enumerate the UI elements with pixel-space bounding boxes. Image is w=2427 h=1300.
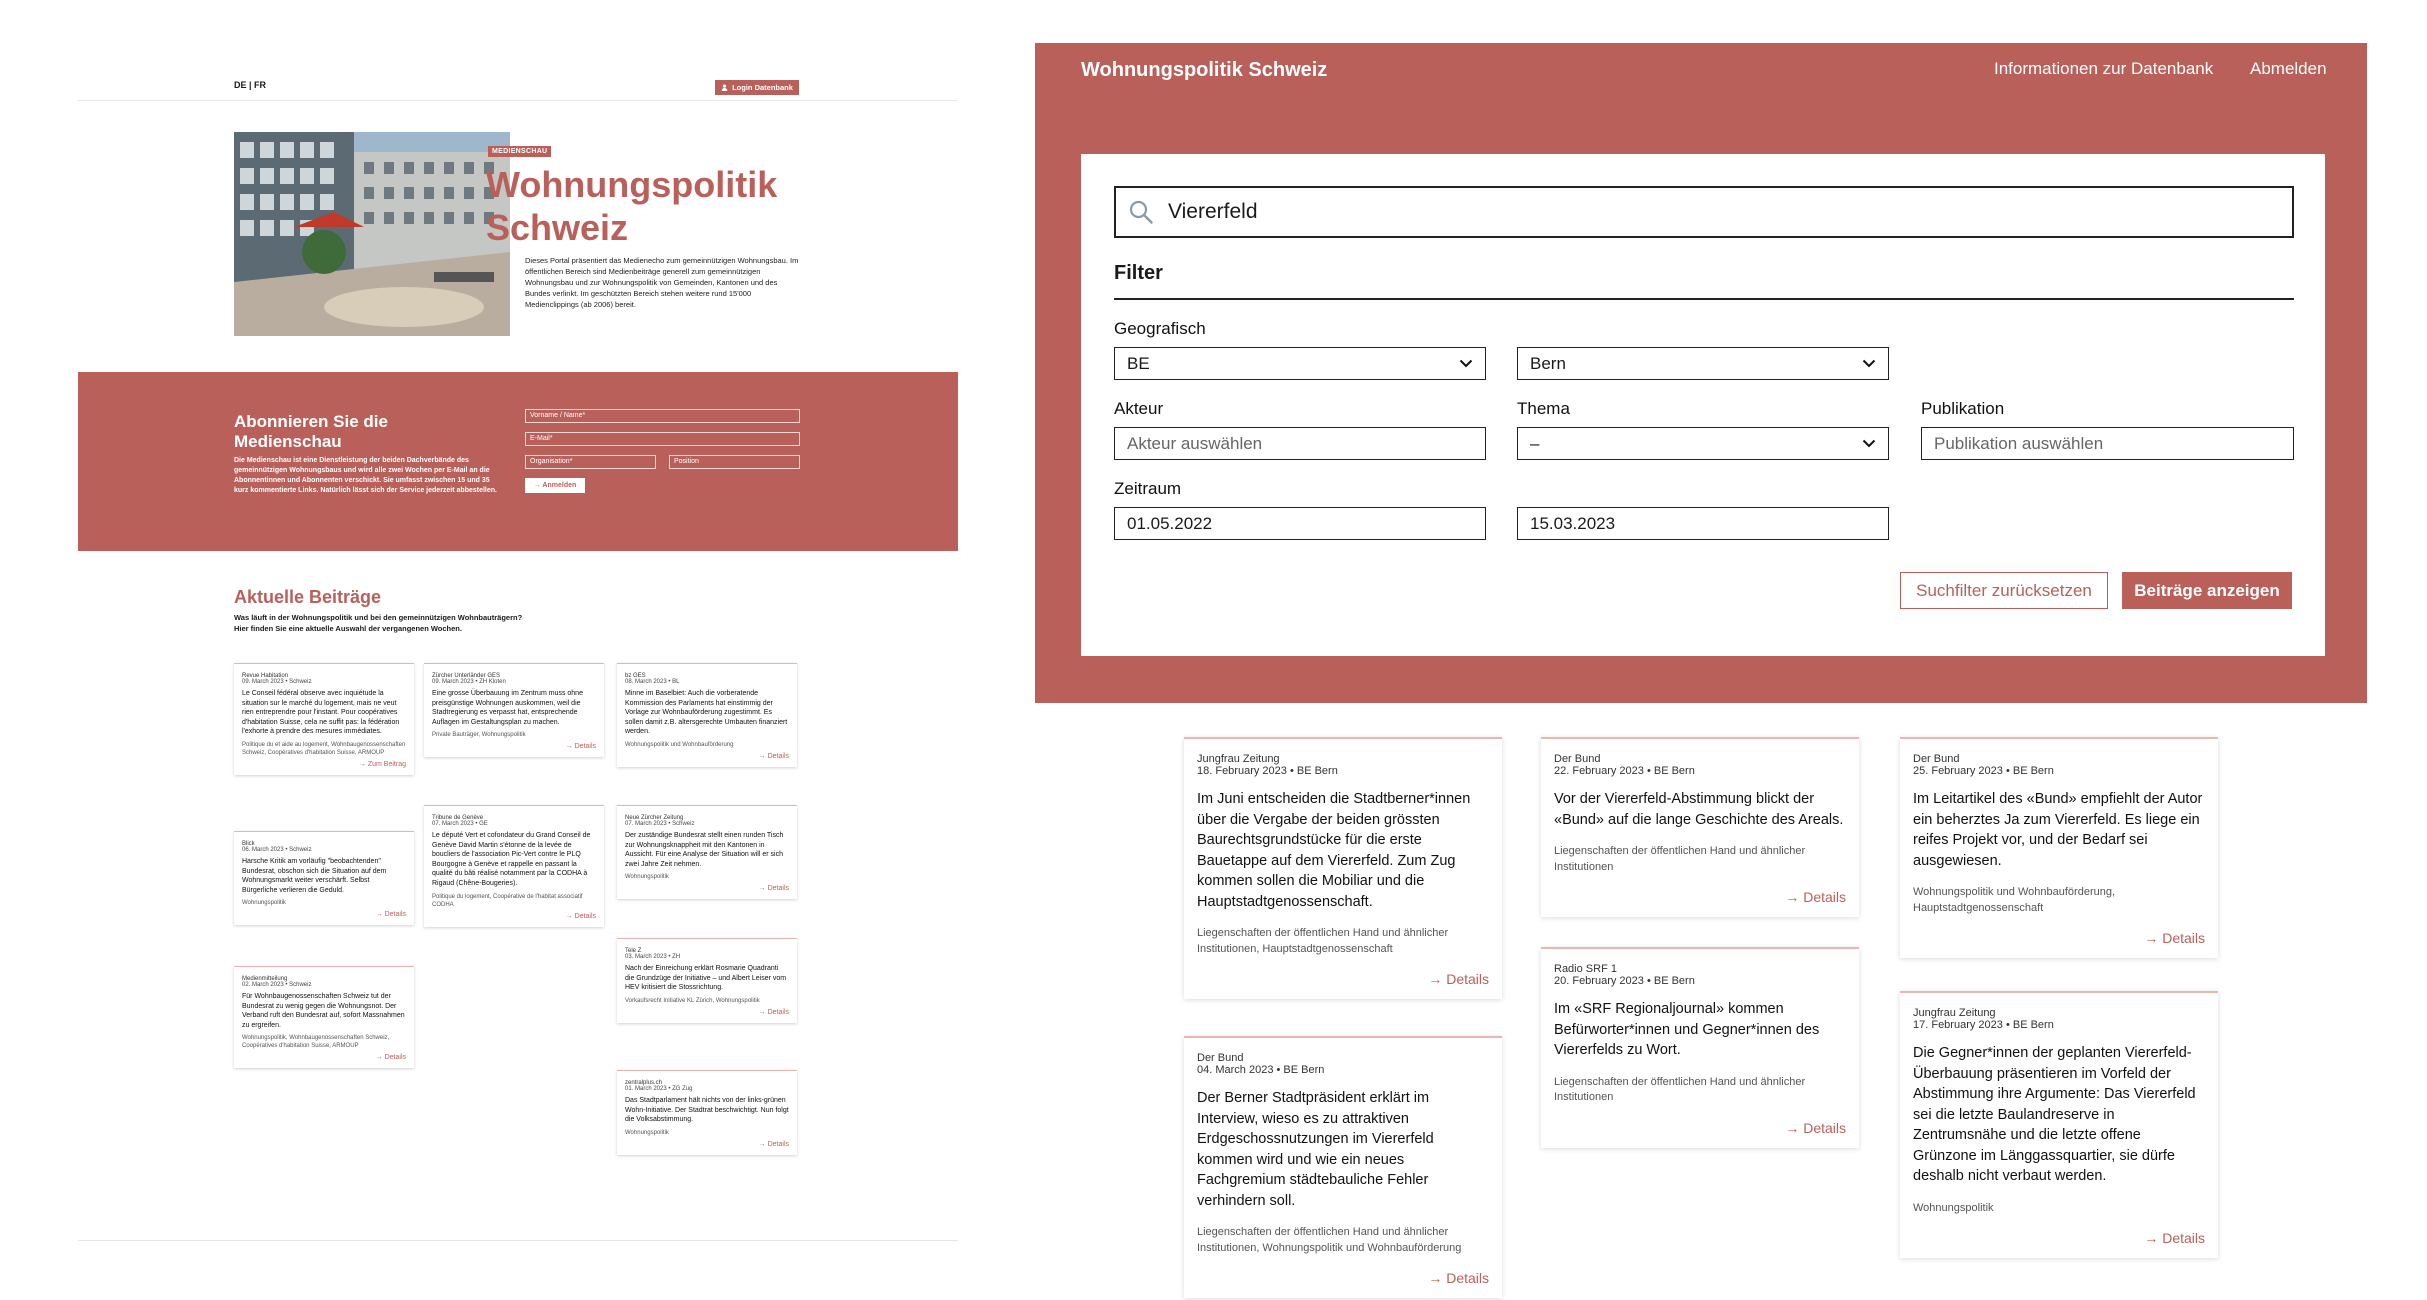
card-details-link[interactable]: → Details bbox=[1785, 1119, 1846, 1136]
card-tags: Liegenschaften der öffentlichen Hand und ähnlicher Institutionen, Wohnungspolitik und Wohnbauförderung bbox=[1197, 1226, 1462, 1254]
left-article-card bbox=[234, 966, 414, 1068]
left-article-card bbox=[617, 938, 797, 1023]
current-posts-subtitle: Was läuft in der Wohnungspolitik und bei den gemeinnützigen Wohnbauträgern? Hier finden Sie eine aktuelle Auswahl der vergangenen Wochen. bbox=[234, 613, 523, 633]
card-source: Der Bund bbox=[1913, 753, 1960, 765]
result-card bbox=[1184, 737, 1502, 999]
result-card bbox=[1900, 991, 2218, 1258]
card-details-link[interactable]: → Details bbox=[375, 911, 406, 919]
left-article-card bbox=[617, 663, 797, 767]
card-text: Im Leitartikel des «Bund» empfiehlt der Autor ein beherztes Ja zum Viererfeld. Es liege ein reifes Projekt vor, und der Bedarf sei ausgewiesen. bbox=[1913, 791, 2203, 869]
akteur-input[interactable]: Akteur auswählen bbox=[1114, 427, 1486, 460]
email-field[interactable]: E-Mail* bbox=[525, 432, 800, 446]
zeitraum-label: Zeitraum bbox=[1114, 479, 1182, 498]
card-text: Vor der Viererfeld-Abstimmung blickt der «Bund» auf die lange Geschichte des Areals. bbox=[1554, 791, 1844, 828]
left-article-card bbox=[424, 805, 604, 927]
card-meta: 20. February 2023 • BE Bern bbox=[1554, 975, 1695, 987]
card-tags: Politique du et aide au logement, Wohnbaugenossenschaften Schweiz, Coopératives d'habitation Suisse, ARMOUP bbox=[242, 741, 406, 756]
subscribe-title: Abonnieren Sie die Medienschau bbox=[234, 412, 388, 451]
card-text: Eine grosse Überbauung im Zentrum muss ohne preisgünstige Wohnungen auskommen, weil die Stadtregierung es verpasst hat, entsprechende Auflagen im Gestaltungsplan zu machen. bbox=[432, 690, 583, 726]
position-field[interactable]: Position bbox=[669, 455, 800, 469]
card-details-link[interactable]: → Zum Beitrag bbox=[358, 760, 406, 768]
card-source: Neue Zürcher Zeitung bbox=[625, 815, 684, 821]
left-article-card bbox=[617, 805, 797, 899]
card-text: Der Berner Stadtpräsident erklärt im Interview, wieso es zu attraktiven Erdgeschossnutzungen im Viererfeld kommen wird und wie ein neues Fachgremium städtebauliche Fehler verhindern soll. bbox=[1197, 1090, 1434, 1209]
hero-photo bbox=[234, 132, 510, 336]
search-value: Viererfeld bbox=[1168, 200, 1258, 223]
card-text: Der zuständige Bundesrat stellt einen runden Tisch zur Wohnungsknappheit mit den Kantonen in Aussicht. Für eine Analyse der Situation will er sich zwei Jahre Zeit nehmen. bbox=[625, 832, 784, 868]
hero-title: Wohnungspolitik Schweiz bbox=[486, 164, 778, 248]
search-icon bbox=[1128, 199, 1154, 225]
card-details-link[interactable]: → Details bbox=[758, 1140, 789, 1148]
chevron-down-icon bbox=[1862, 359, 1876, 368]
card-meta: 07. March 2023 • GE bbox=[432, 821, 488, 827]
nav-logout-link[interactable]: Abmelden bbox=[2250, 59, 2327, 78]
card-details-link[interactable]: → Details bbox=[1428, 971, 1489, 987]
card-details-link[interactable]: → Details bbox=[565, 912, 596, 920]
left-article-card bbox=[617, 1070, 797, 1155]
name-field[interactable]: Vorname / Name* bbox=[525, 409, 800, 423]
geo-label: Geografisch bbox=[1114, 319, 1206, 338]
card-tags: Liegenschaften der öffentlichen Hand und ähnlicher Institutionen bbox=[1554, 1075, 1806, 1103]
subscribe-button[interactable]: → Anmelden bbox=[525, 478, 585, 493]
filter-heading: Filter bbox=[1114, 262, 1163, 284]
medienschau-badge: MEDIENSCHAU bbox=[488, 146, 551, 157]
card-details-link[interactable]: → Details bbox=[758, 752, 789, 760]
card-text: Harsche Kritik am vorläufig "beobachtenden" Bundesrat, obschon sich die Situation auf dem Wohnungsmarkt weiter verschärft. Selbst Bürgerliche verlieren die Geduld. bbox=[242, 858, 387, 894]
canton-select[interactable] bbox=[1114, 347, 1486, 380]
card-source: Jungfrau Zeitung bbox=[1913, 1007, 1996, 1019]
chevron-down-icon bbox=[1862, 439, 1876, 448]
card-tags: Vorkaufsrecht Initiative KL Zürich, Wohnungspolitik bbox=[625, 997, 760, 1004]
card-meta: 22. February 2023 • BE Bern bbox=[1554, 765, 1695, 777]
card-text: Das Stadtparlament hält nichts von der links-grünen Wohn-Initiative. Der Stadtrat beschwichtigt. Nun folgt die Volksabstimmung. bbox=[625, 1097, 789, 1124]
card-tags: Wohnungspolitik und Wohnbauförderung bbox=[625, 741, 734, 748]
card-meta: 02. March 2023 • Schweiz bbox=[242, 982, 312, 988]
card-meta: 08. March 2023 • BL bbox=[625, 679, 680, 685]
hero-description: Dieses Portal präsentiert das Medienecho zum gemeinnützigen Wohnungsbau. Im öffentlichen Bereich sind Medienbeiträge generell zum gemeinnützigen Wohnungsbau und zur Wohnungspolitik von Gemeinden, Kantonen und des Bundes verlinkt. Im geschützten Bereich stehen weitere rund 15'000 Medienclippings (ab 2006) bereit. bbox=[525, 256, 799, 309]
card-meta: 06. March 2023 • Schweiz bbox=[242, 847, 312, 853]
card-source: Zürcher Unterländer GES bbox=[432, 673, 501, 679]
card-meta: 09. March 2023 • ZH Kloten bbox=[432, 679, 506, 685]
publikation-input[interactable]: Publikation auswählen bbox=[1921, 427, 2294, 460]
subscribe-section bbox=[78, 372, 958, 551]
card-meta: 01. March 2023 • ZG Zug bbox=[625, 1086, 693, 1092]
login-database-button[interactable] bbox=[715, 80, 799, 95]
card-details-link[interactable]: → Details bbox=[1785, 889, 1846, 905]
thema-label: Thema bbox=[1517, 399, 1570, 418]
card-details-link[interactable]: → Details bbox=[565, 743, 596, 751]
website-preview bbox=[0, 0, 1000, 1300]
login-label: Login Datenbank bbox=[732, 83, 793, 92]
card-source: Medienmitteilung bbox=[242, 976, 288, 982]
card-meta: 25. February 2023 • BE Bern bbox=[1913, 765, 2054, 777]
subscribe-text: Die Medienschau ist eine Dienstleistung der beiden Dachverbände des gemeinnützigen Wohnungsbaus und wird alle zwei Wochen per E-Mail an die Abonnentinnen und Abonnenten verschickt. Sie umfasst zwischen 15 und 35 kurz kommentierte Links. Natürlich lässt sich der Service jederzeit abbestellen. bbox=[234, 457, 497, 494]
card-source: Revue Habitation bbox=[242, 673, 289, 679]
card-text: Nach der Einreichung erklärt Rosmarie Quadranti die Grundzüge der Initiative – und Albert Leiser vom HEV kritisiert die Stossrichtung. bbox=[625, 965, 787, 992]
card-meta: 04. March 2023 • BE Bern bbox=[1197, 1064, 1325, 1076]
card-tags: Wohnungspolitik bbox=[625, 1129, 669, 1136]
card-text: Minne im Baselbiet: Auch die vorberatende Kommission des Parlaments hat einstimmig der Vorlage zur Wohnbauförderung zugestimmt. Es sollen damit z.B. altersgerechte Umbauten finanziert werden. bbox=[625, 690, 788, 736]
publikation-label: Publikation bbox=[1921, 399, 2005, 418]
card-text: Für Wohnbaugenossenschaften Schweiz tut der Bundesrat zu wenig gegen die Wohnungsnot. Der Verband ruft den Bundesrat auf, sofort Massnahmen zu ergreifen. bbox=[242, 993, 405, 1029]
app-title[interactable]: Wohnungspolitik Schweiz bbox=[1081, 59, 1328, 81]
card-meta: 18. February 2023 • BE Bern bbox=[1197, 765, 1338, 777]
card-tags: Wohnungspolitik bbox=[1913, 1201, 1994, 1214]
card-source: Der Bund bbox=[1554, 753, 1601, 765]
card-tags: Liegenschaften der öffentlichen Hand und ähnlicher Institutionen bbox=[1554, 845, 1806, 873]
card-text: Le Conseil fédéral observe avec inquiétude la situation sur le marché du logement, mais ne veut rien entreprendre pour l'instant. Pour coopératives d'habitation Suisse, cela ne suffit pas: la fédération l'exhorte à prendre des mesures immédiates. bbox=[242, 690, 400, 736]
left-article-card bbox=[234, 831, 414, 925]
user-icon bbox=[721, 84, 728, 91]
card-details-link[interactable]: → Details bbox=[758, 885, 789, 893]
divider bbox=[78, 1240, 958, 1241]
card-source: Tribune de Genève bbox=[432, 815, 484, 821]
thema-value: – bbox=[1530, 433, 1540, 453]
result-card bbox=[1541, 737, 1859, 917]
date-to-input[interactable]: 15.03.2023 bbox=[1517, 507, 1889, 540]
result-card bbox=[1541, 947, 1859, 1148]
organisation-field[interactable]: Organisation* bbox=[525, 455, 656, 469]
card-text: Im Juni entscheiden die Stadtberner*innen über die Vergabe der beiden grössten Baurechtsgrundstücke für die erste Bauetappe auf dem Viererfeld. Zum Zug kommen sollen die Mobiliar und die Hauptstadtgenossenschaft. bbox=[1197, 791, 1471, 910]
card-text: Le député Vert et cofondateur du Grand Conseil de Genève David Martin s'étonne de la levée de boucliers de l'association Pic-Vert contre le PLQ Bourgogne à Genève et rappelle en passant la qualité du bâti réalisé notamment par la CODHA à Rigaud (Chêne-Bougeries). bbox=[432, 832, 591, 887]
nav-info-link[interactable]: Informationen zur Datenbank bbox=[1994, 59, 2214, 78]
result-card bbox=[1900, 737, 2218, 958]
card-tags: Liegenschaften der öffentlichen Hand und ähnlicher Institutionen, Hauptstadtgenossenschaft bbox=[1197, 927, 1449, 955]
card-text: Im «SRF Regionaljournal» kommen Befürworter*innen und Gegner*innen des Viererfelds zu Wort. bbox=[1554, 1001, 1820, 1058]
card-tags: Wohnungspolitik, Wohnbaugenossenschaften Schweiz, Coopératives d'habitation Suisse, ARMOUP bbox=[242, 1035, 390, 1050]
card-details-link[interactable]: → Details bbox=[758, 1008, 789, 1016]
divider bbox=[78, 100, 958, 101]
card-details-link[interactable]: → Details bbox=[2144, 930, 2205, 946]
city-select[interactable] bbox=[1517, 347, 1889, 380]
card-source: bz GES bbox=[625, 673, 646, 679]
canton-value: BE bbox=[1127, 353, 1150, 373]
card-meta: 17. February 2023 • BE Bern bbox=[1913, 1019, 2054, 1031]
show-posts-button[interactable]: Beiträge anzeigen bbox=[2122, 572, 2292, 609]
card-source: zentralplus.ch bbox=[625, 1080, 663, 1086]
card-source: Jungfrau Zeitung bbox=[1197, 753, 1280, 765]
chevron-down-icon bbox=[1459, 359, 1473, 368]
card-source: Radio SRF 1 bbox=[1554, 963, 1617, 975]
card-meta: 09. March 2023 • Schweiz bbox=[242, 679, 312, 685]
search-input[interactable] bbox=[1114, 186, 2294, 238]
card-source: Tele Z bbox=[625, 948, 642, 954]
card-source: Der Bund bbox=[1197, 1052, 1244, 1064]
date-from-input[interactable]: 01.05.2022 bbox=[1114, 507, 1486, 540]
card-details-link[interactable]: → Details bbox=[375, 1054, 406, 1062]
card-tags: Wohnungspolitik bbox=[242, 900, 286, 907]
left-article-card bbox=[424, 663, 604, 757]
city-value: Bern bbox=[1530, 353, 1566, 373]
divider bbox=[1114, 298, 2294, 300]
card-tags: Wohnungspolitik bbox=[625, 874, 669, 881]
card-details-link[interactable]: → Details bbox=[1428, 1270, 1489, 1286]
card-meta: 03. March 2023 • ZH bbox=[625, 954, 681, 960]
current-posts-title: Aktuelle Beiträge bbox=[234, 587, 382, 607]
thema-select[interactable] bbox=[1517, 427, 1889, 460]
card-details-link[interactable]: → Details bbox=[2144, 1230, 2205, 1246]
card-tags: Wohnungspolitik und Wohnbauförderung, Hauptstadtgenossenschaft bbox=[1913, 886, 2116, 914]
card-tags: Private Bauträger, Wohnungspolitik bbox=[432, 732, 526, 739]
card-meta: 07. March 2023 • Schweiz bbox=[625, 821, 695, 827]
left-article-card bbox=[234, 663, 414, 775]
card-source: Blick bbox=[242, 841, 255, 847]
reset-filter-button[interactable]: Suchfilter zurücksetzen bbox=[1900, 572, 2108, 609]
card-tags: Politique du logement, Coopérative de l'habitat associatif CODHA bbox=[432, 893, 583, 908]
card-text: Die Gegner*innen der geplanten Viererfeld-Überbauung präsentieren im Vorfeld der Abstimmung ihre Argumente: Das Viererfeld sei die letzte Baulandreserve in Zentrumsnähe und die letzte offene Grünzone im Länggassquartier, sie dürfe deshalb nicht verbaut werden. bbox=[1913, 1045, 2196, 1184]
language-switch[interactable]: DE | FR bbox=[234, 80, 267, 90]
akteur-label: Akteur bbox=[1114, 399, 1164, 418]
result-card bbox=[1184, 1036, 1502, 1298]
